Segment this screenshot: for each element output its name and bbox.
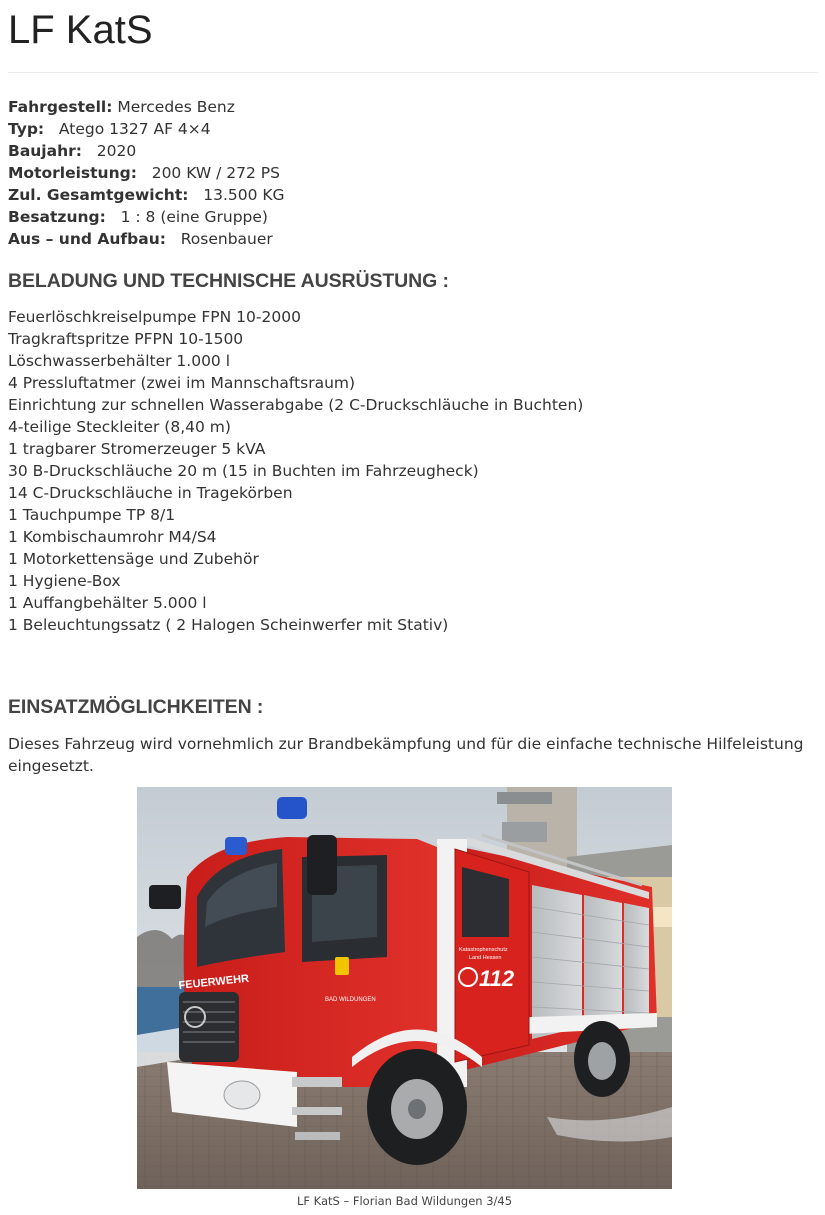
photo-door-text-2: Land Hessen	[469, 955, 502, 961]
vehicle-figure	[137, 787, 672, 1209]
list-item: 1 Tauchpumpe TP 8/1	[8, 506, 176, 524]
photo-wheel-rear	[574, 1021, 630, 1097]
page-title: LF KatS	[8, 8, 153, 52]
spec-label: Fahrgestell:	[8, 98, 113, 116]
spec-row-body	[8, 228, 285, 250]
photo-cab-text: FEUERWEHR	[178, 972, 250, 992]
list-item: 1 tragbarer Stromerzeuger 5 kVA	[8, 440, 266, 458]
usage-heading: EINSATZMÖGLICHKEITEN :	[8, 696, 264, 718]
spec-label: Aus – und Aufbau:	[8, 230, 166, 248]
spec-value: 1 : 8 (eine Gruppe)	[105, 208, 268, 226]
list-item: 4-teilige Steckleiter (8,40 m)	[8, 418, 231, 436]
photo-town-text: BAD WILDUNGEN	[325, 997, 376, 1003]
spec-value: Atego 1327 AF 4×4	[44, 120, 211, 138]
photo-caption: LF KatS – Florian Bad Wildungen 3/45	[296, 1194, 513, 1208]
equipment-list	[8, 306, 583, 636]
spec-label: Baujahr:	[8, 142, 82, 160]
spec-row-weight	[8, 184, 285, 206]
equipment-heading: BELADUNG UND TECHNISCHE AUSRÜSTUNG :	[8, 270, 449, 292]
list-item: 1 Hygiene-Box	[8, 572, 121, 590]
spec-label: Typ:	[8, 120, 45, 138]
list-item: Tragkraftspritze PFPN 10-1500	[8, 330, 244, 348]
spec-value: Rosenbauer	[165, 230, 273, 248]
list-item: 4 Pressluftatmer (zwei im Mannschaftsraum)	[8, 374, 356, 392]
spec-row-engine	[8, 162, 285, 184]
list-item: 1 Kombischaumrohr M4/S4	[8, 528, 217, 546]
list-item: Einrichtung zur schnellen Wasserabgabe (2 C-Druckschläuche in Buchten)	[8, 396, 584, 414]
spec-row-year	[8, 140, 285, 162]
spec-label: Zul. Gesamtgewicht:	[8, 186, 189, 204]
title-divider	[8, 72, 818, 73]
photo-wheel-front	[367, 1049, 467, 1165]
photo-door-number: 112	[479, 966, 515, 991]
list-item: 14 C-Druckschläuche in Tragekörben	[8, 484, 293, 502]
photo-bluelight	[277, 797, 307, 819]
list-item: Löschwasserbehälter 1.000 l	[8, 352, 231, 370]
list-item: 1 Auffangbehälter 5.000 l	[8, 594, 207, 612]
photo-mirror	[307, 835, 337, 895]
spec-row-type	[8, 118, 285, 140]
list-item: 1 Motorkettensäge und Zubehör	[8, 550, 259, 568]
photo-crest-icon	[335, 957, 349, 975]
vehicle-photo[interactable]	[137, 787, 672, 1189]
spec-value: Mercedes Benz	[112, 98, 235, 116]
spec-value: 2020	[81, 142, 137, 160]
vehicle-specs	[8, 96, 285, 250]
list-item: 1 Beleuchtungssatz ( 2 Halogen Scheinwerfer mit Stativ)	[8, 616, 449, 634]
usage-text: Dieses Fahrzeug wird vornehmlich zur Brandbekämpfung und für die einfache technische Hilfeleistung eingesetzt.	[8, 735, 804, 775]
spec-row-chassis	[8, 96, 285, 118]
spec-label: Motorleistung:	[8, 164, 137, 182]
list-item: Feuerlöschkreiselpumpe FPN 10-2000	[8, 308, 301, 326]
photo-door-text-1: Katastrophenschutz	[459, 947, 508, 953]
spec-label: Besatzung:	[8, 208, 106, 226]
list-item: 30 B-Druckschläuche 20 m (15 in Buchten im Fahrzeugheck)	[8, 462, 479, 480]
spec-row-crew	[8, 206, 285, 228]
spec-value: 13.500 KG	[188, 186, 285, 204]
spec-value: 200 KW / 272 PS	[136, 164, 280, 182]
